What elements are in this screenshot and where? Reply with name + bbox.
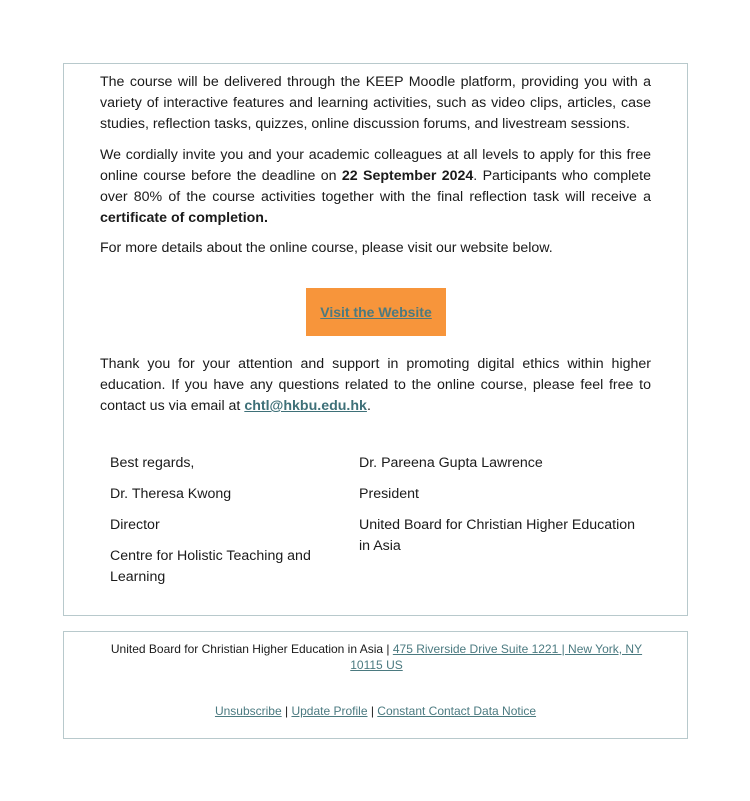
visit-website-link[interactable]: Visit the Website (320, 304, 432, 320)
data-notice-link[interactable]: Constant Contact Data Notice (377, 704, 537, 718)
email-link[interactable]: chtl@hkbu.edu.hk (244, 398, 367, 414)
deadline-date: 22 September 2024 (341, 168, 474, 184)
signer-name-left: Dr. Theresa Kwong (110, 486, 232, 502)
visit-website-button[interactable] (306, 288, 446, 336)
footer-org: United Board for Christian Higher Education in Asia (110, 642, 384, 656)
closing-text: Best regards, (110, 455, 195, 471)
footer-separator: | (383, 642, 393, 656)
paragraph-platform: The course will be delivered through the KEEP Moodle platform, providing you with a variety of interactive features and learning activities, such as video clips, articles, case studies, reflection tasks, quizzes, online discussion forums, and livestream sessions. (100, 74, 651, 132)
email-card (63, 63, 688, 616)
paragraph-more-details: For more details about the online course, please visit our website below. (100, 240, 553, 256)
invitation-text-a: We cordially invite you and your academic colleagues at all levels to apply for this free online course before the deadline on (100, 147, 651, 184)
email-footer (63, 631, 688, 739)
unsubscribe-link[interactable]: Unsubscribe (214, 704, 282, 718)
thank-you-text: Thank you for your attention and support in promoting digital ethics within higher education. If you have any questions related to the online course, please feel free to contact us via email at (100, 356, 651, 414)
signer-org-right: United Board for Christian Higher Education in Asia (359, 517, 636, 554)
paragraph-invitation (100, 145, 651, 229)
signer-title-left: Director (110, 517, 160, 533)
footer-links (64, 704, 687, 718)
invitation-text-b: . Participants who complete over 80% of the course activities together with the final reflection task will receive a (100, 168, 651, 205)
update-profile-link[interactable]: Update Profile (291, 704, 368, 718)
thank-you-period: . (366, 398, 371, 414)
paragraph-thank-you (100, 354, 651, 417)
signer-org-left: Centre for Holistic Teaching and Learning (110, 548, 311, 585)
certificate-text: certificate of completion. (100, 210, 268, 226)
signer-title-right: President (359, 486, 419, 502)
footer-link-separator: | (367, 704, 378, 718)
signer-name-right: Dr. Pareena Gupta Lawrence (359, 455, 543, 471)
signature-right (359, 453, 649, 567)
footer-address-line (94, 641, 659, 673)
footer-address-link[interactable]: 475 Riverside Drive Suite 1221 | New York, NY 10115 US (350, 642, 643, 672)
signature-left (110, 453, 330, 598)
footer-link-separator: | (281, 704, 292, 718)
